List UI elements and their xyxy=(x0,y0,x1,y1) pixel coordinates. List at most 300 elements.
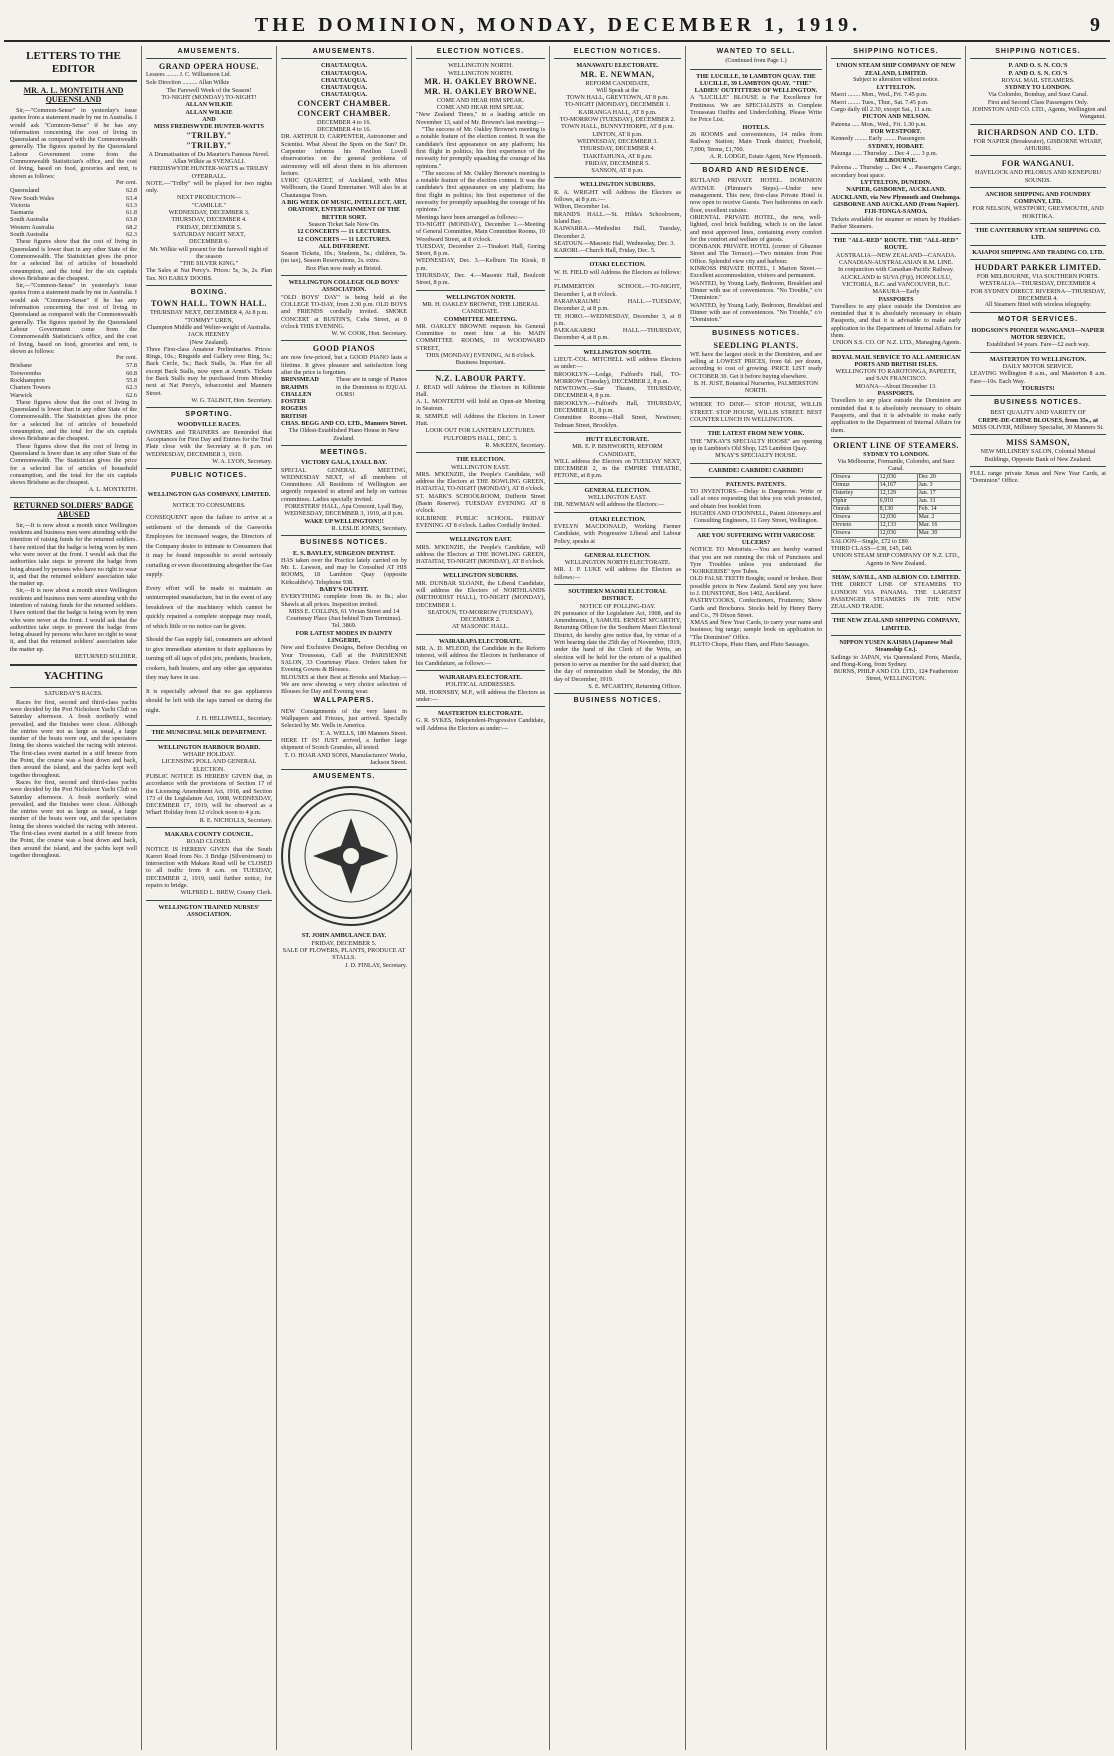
ticket-prices: Season Tickets, 10s.; Students, 5s.; children, 5s. (no tax), Season Reservations, 2s. extra. xyxy=(281,250,407,265)
chautauqua-banner: CHAUTAUQUA. CHAUTAUQUA. CHAUTAUQUA. CHAUTAUQUA. CHAUTAUQUA. xyxy=(320,62,368,99)
canadian-line: AUSTRALIA—NEW ZEALAND—CANADA. CANADIAN-AUSTRALASIAN R.M. LINE. xyxy=(835,251,957,267)
stats-table xyxy=(10,362,137,398)
baby-outfit: BABY'S OUTFIT. xyxy=(319,586,369,593)
passports-body: Travellers to any place outside the Dominion are reminded that it is absolutely necessary to obtain Passports, and that it is advisable to make early application to the Department of Internal Affairs for them. xyxy=(831,302,961,339)
public-notices-heading: PUBLIC NOTICES. xyxy=(170,472,248,480)
mckenzie-body: MRS. M'KENZIE, the People's Candidate, will address the Electors at THE BOWLING GREEN, HATAITAI, TO-NIGHT (MONDAY), AT 8 o'clock. xyxy=(416,470,545,493)
macdonald-body: EVELYN MACDONALD, Working Farmer Candidate, with Progressive Liberal and Labour Policy, speaks at xyxy=(554,522,681,545)
newman-schedule: TOWN HALL, GREYTOWN, AT 8 p.m. TO-NIGHT (MONDAY), DECEMBER 1. KAIRANGA HALL, AT 8 p.m. TO-MORROW (TUESDAY), DECEMBER 2. TOWN HALL, BUNNYTHORPE, AT 8 p.m. LINTON, AT 8 p.m. WEDNESDAY, DECEMBER 3. THURSDAY, DECEMBER 4. TIAKITAHUNA, AT 8 p.m. FRIDAY, DECEMBER 5. SANSON, AT 8 p.m. xyxy=(559,94,676,175)
table-row: Orsova 12,036 Mar. 2 xyxy=(832,513,961,521)
ambulance-date: FRIDAY, DECEMBER 5. xyxy=(311,939,377,947)
gas-notice-sub: NOTICE TO CONSUMERS. xyxy=(172,501,246,509)
boxing-date: THURSDAY NEXT, DECEMBER 4, At 8 p.m. xyxy=(149,309,269,317)
north-heading-2: WELLINGTON NORTH. xyxy=(445,293,516,301)
stat-row: Victoria 63.3 xyxy=(10,201,137,209)
gas-body: It is especially advised that no gas appliances should be left with the taps turned on during the night. xyxy=(146,687,272,714)
tourists: TOURISTS! xyxy=(1021,384,1055,392)
letter-body: These figures show that the cost of living in Queensland is lower than in any other State of the Commonwealth. The Statistician gives the price for a selected list of articles of household consumption, and the total for the six capitals shows Brisbane as the cheapest. xyxy=(10,238,137,282)
piano-tagline: The Oldest-Established Piano House in New Zealand. xyxy=(288,427,400,442)
gas-body: CONSEQUENT upon the failure to arrive at a settlement of the demands of the Gasworks Employees for increased wages, the Directors of the Company desire to intimate to Consumers that it may be found impossible to avoid seriously curtailing or even discontinuing altogether the Gas supply. xyxy=(146,514,272,579)
suburbs-heading: WELLINGTON SUBURBS. xyxy=(579,181,656,189)
royal-mail: ROYAL MAIL SERVICE TO ALL AMERICAN PORTS AND BRITISH ISLES. xyxy=(831,353,961,368)
business-important: Business Important. xyxy=(455,359,506,367)
opera-next: NEXT PRODUCTION— "CAMILLE." WEDNESDAY, DECEMBER 3. THURSDAY, DECEMBER 4. FRIDAY, DECEMBER 5. SATURDAY NIGHT NEXT, DECEMBER 6. xyxy=(168,194,250,246)
season-ticket: Season Ticket Sale Now On. xyxy=(308,220,380,228)
browne-body: "The success of Mr. Oakley Browne's meeting is a notable feature of the election contest. It was the candidate's first appearance on any platform; his first flight in politics; his first experience of the necessity for promptly squashing the courage of his opinions." xyxy=(416,126,545,170)
napier: FOR NAPIER (Breakwater), GISBORNE WHARF, AHURIRI. xyxy=(973,137,1103,152)
manawatu-heading: MANAWATU ELECTORATE. xyxy=(576,62,659,70)
general-election: GENERAL ELECTION. xyxy=(584,486,651,494)
wireless: All Steamers fitted with wireless telegraphy. xyxy=(984,302,1092,309)
southern-maori: SOUTHERN MAORI ELECTORAL DISTRICT. xyxy=(568,588,667,603)
oliver: MISS OLIVER, Millinery Specialist, 30 Manners St. xyxy=(972,423,1104,431)
table-row: Osterley 12,129 Jan. 17 xyxy=(832,489,961,497)
piano-note: These are in range of Pianos in the Dominion to EQUAL OURS! xyxy=(336,376,407,398)
lyric-quartet: LYRIC QUARTET, of Auckland, with Miss Wellbourn, the Grand Entertainer. Will also be at Chautauqua Town. xyxy=(281,177,407,199)
board-heading: BOARD AND RESIDENCE. xyxy=(702,167,810,175)
canterbury: THE CANTERBURY STEAM SHIPPING CO. LTD. xyxy=(975,227,1101,242)
yachting-body: Races for first, second and third-class yachts were decided by the Port Nicholson Yacht Club on Saturday afternoon. A fresh northerly wind prevailed, and the finishes were close. Although the entries were not as large as usual, a large number of the boats were out, and the spectators lining the shores watched the racing with interest. The first-class event started in a stiff breeze from the Point, the course was a beat down and back, then around the island, and the yachts kept well together throughout. xyxy=(10,778,137,859)
newman-speak: Will Speak at the xyxy=(596,86,639,94)
ambulance-signature: J. D. FINLAY, Secretary. xyxy=(345,961,407,969)
passports-heading-2: PASSPORTS. xyxy=(877,390,915,398)
orient-signature: UNION STEAM SHIP COMPANY OF N.Z. LTD., Agents in New Zealand. xyxy=(832,552,960,567)
east-heading-2: WELLINGTON EAST. xyxy=(449,536,512,544)
column-wanted xyxy=(686,46,826,1750)
committee-rooms: Committee Rooms—Hall Street, Newtown; Tedman Street, Brooklyn. xyxy=(554,414,681,429)
letter-body: These figures show that the cost of living in Queensland is lower than in any other State of the Commonwealth. The Statistician gives the price for a selected list of articles of household consumption, and the total for the six capitals shows Brisbane as the cheapest. xyxy=(10,398,137,443)
committee-meeting: COMMITTEE MEETING. xyxy=(444,315,517,323)
masterton-leave: LEAVING Wellington 8 a.m., and Masterton 8 a.m. Fare—10s. Each Way. xyxy=(970,370,1106,385)
anchor: ANCHOR SHIPPING AND FOUNDRY COMPANY, LTD. xyxy=(985,190,1091,206)
this-day: THIS (MONDAY) EVENING, At 8 o'clock. xyxy=(425,351,536,359)
gas-signature: J. H. HELLIWELL, Secretary. xyxy=(196,715,272,723)
wanganui: FOR WANGANUI. xyxy=(1001,159,1075,169)
ambulance-heading: ST. JOHN AMBULANCE DAY. xyxy=(301,932,387,940)
browne-meetings: Meetings have been arranged as follows:— xyxy=(416,213,524,221)
johnston-signature: JOHNSTON AND CO. LTD., Agents, Wellington and Wanganui. xyxy=(972,106,1106,121)
pianos-body: are now few-priced, but a GOOD PIANO lasts a lifetime. It gives pleasure and satisfaction long after the price is forgotten. xyxy=(281,354,407,376)
foresters-hall: FORESTERS' HALL, Apa Crescent, Lyall Bay, WEDNESDAY, DECEMBER 3, 1919, at 8 p.m. xyxy=(284,503,404,518)
stat-row: Charters Towers 62.3 xyxy=(10,384,137,392)
lyttelton-schedule: Maori ........ Mon., Wed., Fri. 7.45 p.m. Maori ........ Tues., Thur., Sat. 7.45 p.m. Cargo daily till 2.30, except Sat., 11 a.m. xyxy=(831,91,933,114)
pianos-heading: GOOD PIANOS xyxy=(312,344,376,354)
herbs-signature: T. O. HOAR AND SONS, Manufacturers' Works, Jackson Street. xyxy=(284,751,407,766)
concert-chamber: CONCERT CHAMBER. CONCERT CHAMBER. xyxy=(297,98,391,118)
lingerie-body: New and Exclusive Designs, Before Deciding on Your Trousseau, Call at the PARISIENNE SALON, 33 Courtenay Place. Orders taken for Evening Gowns & Blouses. xyxy=(281,644,407,674)
dentist-body: HAS taken over the Practice lately carried on by Mr. L. Lawson, and may be Consulted AT HIS ROOMS, 18 Lambton Quay (opposite Kirkcaldie's). Telephone 938. xyxy=(281,556,407,586)
letter-title: MR. A. L. MONTEITH AND QUEENSLAND xyxy=(23,86,124,104)
orient-via: Via Melbourne, Fremantle, Colombo, and Suez Canal. xyxy=(837,458,955,473)
stat-row: South Australia 63.8 xyxy=(10,216,137,224)
westralia: WESTRALIA—THURSDAY, DECEMBER 4. xyxy=(979,280,1097,288)
seedling-heading: SEEDLING PLANTS. xyxy=(713,340,799,350)
patents-heading: PATENTS. PATENTS. xyxy=(726,480,786,488)
college-signature: W. W. COOK, Hon. Secretary. xyxy=(331,330,407,338)
hutt-heading: HUTT ELECTORATE. xyxy=(586,435,649,443)
latest-heading: THE LATEST FROM NEW YORK. xyxy=(707,430,805,438)
gas-body: Every effort will be made to maintain an uninterrupted manufacture, but in the event of any breakdown of the machinery which cannot be quickly repaired a complete stoppage may result, of which little or no notice can be given. xyxy=(146,584,272,630)
section-heading-election: ELECTION NOTICES. xyxy=(436,48,525,55)
business-heading: BUSINESS NOTICES. xyxy=(712,330,800,338)
canadian-body: In conjunction with Canadian-Pacific Railway. xyxy=(838,266,954,274)
page-number: 9 xyxy=(1090,14,1100,36)
stats-table xyxy=(10,187,137,238)
letter-body: Sir,—"Common-Sense" in yesterday's issue quotes from a statement made by me in Australia. I would ask "Common-Sense" if he has any information concerning the cost of living in Queensland as compared with the Commonwealth generally. The figures quoted by the Queensland Labour Government come from the Commonwealth Statistician's office, and the cost of living, based on food, groceries and rent, is shown as follows: xyxy=(10,107,137,180)
browne-body: "The success of Mr. Oakley Browne's meeting is a notable feature of the election contest. It was the candidate's first appearance on any platform; his first flight in politics; his first experience of the necessity for promptly squashing the courage of his opinions." xyxy=(416,169,545,214)
section-heading-letters: LETTERS TO THE EDITOR xyxy=(26,50,121,75)
masthead xyxy=(8,14,1108,40)
hotels-heading: HOTELS. xyxy=(742,123,770,131)
browne-schedule: TO-NIGHT (MONDAY), December 1.—Meeting of General Committee, Main Committee Rooms, 10 Woodward Street, at 8 o'clock. TUESDAY, December 2.—Tinakori Hall, Goring Street, 8 p.m. WEDNESDAY, Dec. 3.—Kelburn Tin Kiosk, 8 p.m. THURSDAY, Dec. 4.—Masonic Hall, Boulcott Street, 8 p.m. xyxy=(416,220,545,287)
nyk-body: Sailings to JAPAN, via Queensland Ports, Manila, and Hong-Kong, from Sydney. xyxy=(831,653,961,668)
po-heading: P. AND O. S. N. CO.'S P. AND O. S. N. CO.'S xyxy=(1008,62,1068,77)
boxing-signature: W. G. TALBOT, Hon. Secretary. xyxy=(191,396,272,404)
ambulance-sale: SALE OF FLOWERS, PLANTS, PRODUCE AT STALLS. xyxy=(282,947,406,962)
mckay-signature: M'KAY'S SPECIALTY HOUSE. xyxy=(715,452,797,460)
hutt-sub: MR. E. P. BISHWORTH, REFORM CANDIDATE, xyxy=(572,443,663,458)
wanted-ad: WANTED, by Young Lady, Bedroom, Breakfast and Dinner with use of conveniences. "No Trouble," c/o "Dominion." xyxy=(690,279,822,302)
college-body: "OLD BOYS' DAY" is being held at the COLLEGE TO-DAY, from 2.30 p.m. OLD BOYS and FRIENDS cordially invited. SMOKE CONCERT at BUSTIN'S, Cuba Street, at 8 o'clock THIS EVENING. xyxy=(281,293,407,330)
tickets: Tickets available for steamer or return by Huddart-Parker Steamers. xyxy=(831,215,961,230)
newspaper-title: THE DOMINION, MONDAY, DECEMBER 1, 1919. xyxy=(254,14,862,36)
section-heading-amusements: AMUSEMENTS. xyxy=(177,48,241,55)
nyk: NIPPON YUSEN KAISHA (Japanese Mail Steamship Co.). xyxy=(839,639,953,654)
napier-gisborne: NAPIER, GISBORNE, AUCKLAND. xyxy=(846,186,946,194)
boxing-desc: Three First-class Amateur Preliminaries. Prices: Rings, 10s.; Ringside and Gallery over Ring, 5s.; Back Circle, 5s.; Back Stalls, 3s. Plan for all except Back Stalls, now open at Armit's. Tickets for Back Stalls may be purchased from Monday next at Nat Percy's, tobacconist and Manners Street. xyxy=(146,345,272,397)
box-plan: Box Plan now ready at Bristol. xyxy=(305,264,383,272)
inventors-body: TO INVENTORS.—Delay is Dangerous. Write or call at once requesting that idea you wish protected, and obtain free booklet from xyxy=(690,488,822,510)
stat-row: South Australia 62.3 xyxy=(10,231,137,239)
north-heading: WELLINGTON NORTH. WELLINGTON NORTH. xyxy=(448,62,513,77)
otaki-heading: OTAKI ELECTION. xyxy=(589,261,646,269)
stat-row: Brisbane 57.8 xyxy=(10,362,137,370)
opera-director: Sole Direction .......... Allan Wilkie xyxy=(146,79,230,86)
mitchell-schedule: BROOKLYN.—Lodge, Fulford's Hall, TO-MORROW (Tuesday), DECEMBER 2, 8 p.m. NEWTOWN.—Star Theatre, THURSDAY, DECEMBER 4, 8 p.m. BROOKLYN.—Fulford's Hall, THURSDAY, DECEMBER 11, 8 p.m. xyxy=(554,370,681,415)
piano-brands: BRINSMEAD BRAHMS CHALLEN FOSTER ROGERS BRITISH xyxy=(281,376,319,420)
union-sub: Subject to alteration without notice. xyxy=(853,76,939,83)
all-red-route: THE "ALL-RED" ROUTE. THE "ALL-RED" ROUTE. xyxy=(833,237,959,252)
opera-house-title: GRAND OPERA HOUSE. xyxy=(159,62,259,72)
concert-dates: DECEMBER 4 to 16. DECEMBER 4 to 16. xyxy=(317,118,371,134)
makara-signature: WILFRED L. BREW, County Clerk. xyxy=(180,889,272,897)
opera-play: "TRILBY." "TRILBY." xyxy=(186,130,232,150)
hughes-signature: HUGHES AND O'DONNELL, Patent Attorneys and Consulting Engineers, 11 Grey Street, Wellington. xyxy=(690,510,822,525)
xmas-cards: FULL range private Xmas and New Year Cards, at "Dominion" Office. xyxy=(970,469,1106,485)
letter-body: These figures show that the cost of living in Queensland is lower than in any other State of the Commonwealth. The Statistician gives the price for a selected list of articles of household consumption, and the total for the six capitals shows Brisbane as the cheapest. xyxy=(10,442,137,487)
column-amusements-2 xyxy=(277,46,411,1750)
field-body: W. H. FIELD will Address the Electors as follows:— xyxy=(554,268,681,284)
po-via: Via Colombo, Bombay, and Suez Canal. xyxy=(988,91,1088,99)
gisborne-auckland: GISBORNE AND AUCKLAND (From Napier). xyxy=(833,200,959,208)
column-amusements xyxy=(142,46,276,1750)
melbourne-schedule: Paloona ... Thursday ... Dec 4 ... Passengers Cargo; secondary boat space. xyxy=(831,164,961,179)
mitchell-body: LIEUT.-COL. MITCHELL will address Electors as under:— xyxy=(554,355,681,371)
field-schedule: PLIMMERTON SCHOOL.—TO-NIGHT, December 1, at 8 o'clock. PARAPARAUMU HALL.—TUESDAY, December 2, at 8 p.m. TE HORO.—WEDNESDAY, December 3, at 8 p.m. PAEKAKARIKI HALL.—THURSDAY, December 4, at 8 p.m. xyxy=(554,283,681,342)
sydney-hobart: SYDNEY, HOBART. xyxy=(868,142,924,150)
letter-signature: A. L. MONTEITH. xyxy=(88,486,137,494)
table-row: Orvieto 12,133 Mar. 16 xyxy=(832,521,961,529)
browne-name: MR. H. OAKLEY BROWNE. MR. H. OAKLEY BROWNE. xyxy=(424,76,537,96)
passports-body: Travellers to any place outside the Dominion are reminded that it is absolutely necessary to obtain Passports, and that it is advisable to make early application to the Department of Internal Affairs for them. xyxy=(831,397,961,434)
ambulance-seal-image xyxy=(281,786,411,926)
melbourne: MELBOURNE. xyxy=(874,157,918,165)
stat-row: Warwick 62.6 xyxy=(10,391,137,399)
north-electorate: WELLINGTON NORTH ELECTORATE. xyxy=(564,559,671,567)
hutt-body: WILL address the Electors on TUESDAY NEXT, DECEMBER 2, in the EMPIRE THEATRE, PETONE, at 8 p.m. xyxy=(554,457,681,480)
herbs-body: HERE IT IS! JUST arrived, a further large shipment of Scotch Granules, all tested. xyxy=(281,736,407,752)
gas-body: Should the Gas supply fail, consumers are advised to give immediate attention to their appliances by turning off all taps of pilot jets, pendants, brackets, cookers, bath heaters, and any other gas apparatus they may have in use. xyxy=(146,636,272,682)
section-heading-election: ELECTION NOTICES. xyxy=(573,48,662,55)
opera-tonight: TO-NIGHT (MONDAY) TO-NIGHT! xyxy=(161,94,257,102)
column-election-2 xyxy=(550,46,685,1750)
oriental-body: ORIENTAL PRIVATE HOTEL, the new, well-lighted, cool brick building, which is on the latest and most approved lines, containing every comfort for the comfort and welfare of guests. xyxy=(690,213,822,243)
orient-fares: SALOON—Single, £72 to £80. THIRD CLASS—£38, £45, £40. xyxy=(831,537,913,553)
shaw-savill: SHAW, SAVILL, AND ALBION CO. LIMITED. xyxy=(832,573,960,581)
table-row: Ormuz 14,167 Jan. 3 xyxy=(832,481,961,489)
donbank-body: DONBANK PRIVATE HOTEL (corner of Ghuznee Street and The Terrace).—Two minutes from Post Office. Splendid view city and harbour. xyxy=(690,243,822,265)
letter-body: Sir,—It is now about a month since Wellington residents and business men were attending with the intention of raising funds for the returned soldiers. I have noticed that the badge is being worn by men who were never at the front. I would ask that the authorities take steps to prevent the badge from being abused by persons who have no right to wear it, and that the returned soldiers' association take the matter up. xyxy=(10,521,137,588)
makara-heading: MAKARA COUNTY COUNCIL. xyxy=(164,831,254,838)
wright-body: R. A. WRIGHT will Address the Electors as follows, at 8 p.m.:— xyxy=(554,188,681,204)
sloane-body: MR. DUNBAR SLOANE, the Liberal Candidate, will address the Electors of NORTHLANDS (METHODIST HALL), TO-NIGHT (MONDAY), DECEMBER 1. xyxy=(416,579,545,609)
makara-sub: ROAD CLOSED. xyxy=(186,838,232,846)
yachting-subheading: SATURDAY'S RACES. xyxy=(44,691,103,698)
north-sub: MR. H. OAKLEY BROWNE, THE LIBERAL CANDIDATE. xyxy=(422,300,539,316)
east-heading: WELLINGTON EAST. xyxy=(588,494,647,502)
boxing-heading: BOXING. xyxy=(190,289,228,297)
letter-title: RETURNED SOLDIERS' BADGE ABUSED xyxy=(13,500,134,519)
browne-come: COME AND HEAR HIM SPEAK. COME AND HEAR HIM SPEAK. xyxy=(436,96,525,112)
dine-body: WHERE TO DINE— STOP HOUSE, WILLIS STREET. STOP HOUSE, WILLIS STREET. BEST COUNTER LUNCH IN WELLINGTON. xyxy=(690,401,822,424)
nz-shipping: THE NEW ZEALAND SHIPPING COMPANY, LIMITED. xyxy=(832,617,960,632)
letter-signature: RETURNED SOLDIER. xyxy=(74,653,137,661)
column-election-1 xyxy=(412,46,549,1750)
hornsby-body: MR. HORNSBY, M.P., will address the Electors as under:— xyxy=(416,688,545,703)
election-heading: THE ELECTION. xyxy=(456,456,505,464)
business-heading: BUSINESS NOTICES. xyxy=(573,697,662,705)
kaiapoi: KAIAPOI SHIPPING AND TRADING CO. LTD. xyxy=(972,248,1104,256)
rutland-body: RUTLAND PRIVATE HOTEL. DOMINION AVENUE (Plimmer's Steps).—Under new management. This new, first-class Private Hotel is now open to receive Guests. Two bathrooms on each floor, excellent cuisine. xyxy=(690,177,822,214)
samson: MISS SAMSON, xyxy=(1006,438,1070,448)
stat-row: Queensland 62.8 xyxy=(10,187,137,195)
carbide: CARBIDE! CARBIDE! CARBIDE! xyxy=(708,466,804,474)
college-heading: WELLINGTON COLLEGE OLD BOYS' ASSOCIATION. xyxy=(288,279,400,294)
polling-notice: NOTICE OF POLLING-DAY. xyxy=(579,602,656,610)
po-classes: First and Second Class Passengers Only. xyxy=(987,98,1089,106)
havelock: HAVELOCK AND PELORUS AND KENEPURU SOUNDS. xyxy=(974,169,1102,184)
kinross-body: KINROSS PRIVATE HOTEL, 1 Marion Street.—Excellent accommodation, visitors and permanent. xyxy=(690,265,822,280)
crepe: CREPE-DE-CHINE BLOUSES, from 35s., at xyxy=(977,416,1099,424)
hodgson-body: Established 14 years. Fare—£2 each way. xyxy=(986,341,1090,349)
lantern-lectures: LOOK OUT FOR LANTERN LECTURES. FULFORD'S HALL, DEC. 3. xyxy=(425,427,536,442)
wallpapers-heading: WALLPAPERS. xyxy=(313,697,375,705)
letter-body: Sir,—"Common-Sense" in yesterday's issue quotes from a statement made by me in Australia. I would ask "Common-Sense" if he has any information concerning the cost of living in Queensland as compared with the Commonwealth generally. The figures quoted by the Queensland Labour Government come from the Commonwealth Statistician's office, and the cost of living, based on food, groceries and rent, is shown as follows: xyxy=(10,282,137,355)
dentist-heading: E. S. BAYLEY, SURGEON DENTIST. xyxy=(293,549,395,557)
harbour-signature: R. E. NICHOLLS, Secretary. xyxy=(199,816,272,824)
opera-cast: Allan Wilkie as SVENGALI. FREDISWYDE HUNTER-WATTS as TRILBY O'FERRALL. xyxy=(149,157,269,180)
races-body: OWNERS and TRAINERS are Reminded that Acceptances for First Day and Entries for the Trial Plate close with the Secretary at 8 p.m. on WEDNESDAY, DECEMBER 3, 1919. xyxy=(146,428,272,458)
column-shipping-1 xyxy=(827,46,965,1750)
orient-route: SYDNEY TO LONDON. xyxy=(863,450,929,458)
boxing-names: "TOMMY" UREN, Champion Middle and Welter-weight of Australia. JACK HEENEY (New Zealand). xyxy=(146,316,272,346)
stat-row: Western Australia 68.2 xyxy=(10,223,137,231)
sydney-schedule: Maunga ...... Thursday ... Dec 4 ...... 3 p.m. xyxy=(831,149,938,157)
concert-counts: 12 CONCERTS — 11 LECTURES. 12 CONCERTS — 11 LECTURES. ALL DIFFERENT. xyxy=(297,228,391,250)
shipping-heading: SHIPPING NOTICES. xyxy=(995,48,1081,55)
victory-body: SPECIAL GENERAL MEETING, WEDNESDAY NEXT, of all members of Committees: All Residents of Wellington are urgently requested to attend and help on various committees. Ladies specially invited. xyxy=(281,466,407,503)
sporting-heading: SPORTING. xyxy=(185,411,233,419)
opera-prices: The Sales at Nat Percy's. Prices: 5s, 3s, 2s. Plan Tax. NO EARLY DOORS. xyxy=(146,267,272,282)
opera-farewell: The Farewell Week of the Season! xyxy=(166,86,252,94)
mckenzie-body: MRS. M'KENZIE, the People's Candidate, will address the Electors at THE BOWLING GREEN, HATAITAI, TO-NIGHT (MONDAY), AT 8 o'clock. xyxy=(416,543,545,566)
stat-row: New South Wales 63.4 xyxy=(10,194,137,202)
collins: MISS E. COLLINS, 61 Vivian Street and 14 Courtenay Place (Just behind Tram Terminus). Tel. 3869. xyxy=(286,607,402,630)
harbour-sub: WHARF HOLIDAY. xyxy=(182,751,236,759)
nurses-heading: WELLINGTON TRAINED NURSES' ASSOCIATION. xyxy=(158,903,260,918)
piano-firm: CHAS. BEGG AND CO. LTD., Manners Street. xyxy=(281,420,407,428)
opera-lessee: Lessees ........ J. C. Williamson Ltd. xyxy=(146,72,231,79)
business-heading: BUSINESS NOTICES. xyxy=(994,399,1082,407)
business-heading: BUSINESS NOTICES. xyxy=(300,539,388,547)
moana: MOANA—About December 13. xyxy=(855,382,937,390)
wake-up-signature: R. LESLIE JONES, Secretary. xyxy=(331,524,407,532)
fiji: FIJI-TONGA-SAMOA. xyxy=(864,208,928,216)
otaki-heading-2: OTAKI ELECTION. xyxy=(589,515,646,523)
opera-final: Mr. Wilkie will present for the farewell night of the season "THE SILVER KING." xyxy=(149,245,269,268)
xmas-cards: XMAS and New Year Cards, to carry your name and business; big range; sample book on application to "The Dominion" Office. xyxy=(690,619,822,641)
orient-fleet-table xyxy=(831,473,961,538)
stat-row: Tasmania 61.8 xyxy=(10,209,137,217)
wanted-sub: (Continued from Page 1.) xyxy=(725,58,787,65)
big-week: A BIG WEEK OF MUSIC, INTELLECT, ART, ORATORY, ENTERTAINMENT OF THE BETTER SORT. xyxy=(281,199,407,221)
labour-party: N.Z. LABOUR PARTY. xyxy=(435,373,526,383)
hodgson: HODGSON'S PIONEER WANGANUI—NAPIER MOTOR SERVICE. xyxy=(971,326,1105,342)
wallpapers-body: NEW Consignments of the very latest in Wallpapers and Friezes, just arrived. Specially Selected by Mr. Wells in America. xyxy=(281,707,407,730)
victory-gala: VICTORY GALA, LYALL BAY. xyxy=(300,459,388,467)
stats-header: Per cent. xyxy=(116,179,137,186)
general-election-2: GENERAL ELECTION. xyxy=(584,551,651,559)
table-row: Orsova 12,036 Dec 20 xyxy=(832,473,961,481)
letter-body: Sir,—It is now about a month since Wellington residents and business men were attending with the intention of raising funds for the returned soldiers. I have noticed that the badge is being worn by men who were never at the front. I would ask that the authorities take steps to prevent the badge from being abused by persons who have no right to wear it, and that the returned soldiers' association take the matter up. xyxy=(10,587,137,653)
false-teeth: OLD FALSE TEETH Bought; sound or broken. Best possible prices in New Zealand. Send any you have to J. DUNSTONE, Box 1402, Auckland. xyxy=(690,575,822,597)
riverina: FOR SYDNEY DIRECT. RIVERINA—THURSDAY, DECEMBER 4. xyxy=(970,287,1106,302)
masterton-heading: MASTERTON ELECTORATE. xyxy=(437,710,524,718)
wallpapers-signature: T. A. WELLS, 180 Manners Street. xyxy=(319,729,407,737)
mcleod-body: MR. A. D. M'LEOD, the Candidate in the Reform interest, will address the Electors in furtherance of his Candidature, as follows:— xyxy=(416,645,545,667)
opera-note: NOTE.—"Trilby" will be played for two nights only. xyxy=(146,179,272,195)
union-signature: UNION S.S. CO. OF N.Z. LTD., Managing Agents. xyxy=(832,339,961,347)
royal-route: WELLINGTON TO RAROTONGA, PAPEETE, and SAN FRANCISCO. xyxy=(835,368,957,383)
lyttelton: LYTTELTON. xyxy=(876,84,916,92)
passports-heading: PASSPORTS xyxy=(878,295,914,303)
sykes-body: G. R. SYKES, Independent-Progressive Candidate, will Address the Electors as under:— xyxy=(416,717,545,732)
richardson: RICHARDSON AND CO. LTD. xyxy=(977,127,1099,137)
stats-header: Per cent. xyxy=(116,355,137,362)
westport-schedule: Kennedy ........ Early ........ Passengers xyxy=(831,135,925,143)
lucille-body: A "LUCILLE" BLOUSE is Far Excellence for Prettiness. We are SPECIALISTS in Complete Trousseau Outfits and Underclothing. Please Write for Price List. xyxy=(690,94,822,124)
nyk-signature: BURNS, PHILP AND CO. LTD., 124 Featherston Street, WELLINGTON. xyxy=(833,668,959,683)
column-letters xyxy=(6,46,141,1750)
stat-row: Toowoomba 60.8 xyxy=(10,369,137,377)
rooms-body: 26 ROOMS and conveniences, 14 miles from Railway Station; Main Trunk district; Freehold, 7,000; Terms, £1,700. xyxy=(690,130,822,153)
newman-sub: REFORM CANDIDATE, xyxy=(585,79,650,87)
wanted-heading: WANTED TO SELL. xyxy=(716,48,796,55)
lyttelton-dunedin: LYTTELTON, DUNEDIN. xyxy=(860,179,932,187)
harbour-body: PUBLIC NOTICE IS HEREBY GIVEN that, in accordance with the provisions of Section 17 of the Licensing Amendment Act, 1918, and Section 173 of the Legislature Act, 1908, WEDNESDAY, DECEMBER 17, 1919, will be observed as a Wharf Holiday from 12 o'clock noon to 4 p.m. xyxy=(146,772,272,817)
union-heading: UNION STEAM SHIP COMPANY OF NEW ZEALAND, LIMITED. xyxy=(836,62,956,77)
lodge-signature: A. R. LODGE, Estate Agent, New Plymouth. xyxy=(709,152,822,160)
masterton: MASTERTON TO WELLINGTON. xyxy=(989,355,1087,363)
carpenter-lecture: DR. ARTHUR D. CARPENTER, Astronomer and Scientist. What About the Spots on the Sun? Dr. Carpenter informs his Pavilion Lovell observatories on the general problems of astronomy will tell about them in his afternoon lecture. xyxy=(281,133,407,177)
quality: BEST QUALITY AND VARIETY OF xyxy=(990,409,1086,417)
milk-dept-heading: THE MUNICIPAL MILK DEPARTMENT. xyxy=(151,729,267,737)
westport: FOR WESTPORT. xyxy=(870,127,922,135)
labour-signature: R. McKEEN, Secretary. xyxy=(485,441,545,449)
masterton-body: DAILY MOTOR SERVICE. xyxy=(1002,362,1074,370)
shipping-heading: SHIPPING NOTICES. xyxy=(853,48,939,55)
wanted-ad: WANTED, by Young Lady, Bedroom, Breakfast and Dinner with use of conveniences. "No Trouble," c/o "Dominion." xyxy=(690,301,822,324)
gas-company-heading: WELLINGTON GAS COMPANY, LIMITED. xyxy=(147,490,271,498)
kilbirnie: KILBIRNIE PUBLIC SCHOOL. FRIDAY EVENING AT 8 o'clock. Ladies Cordially Invited. xyxy=(416,514,545,529)
political-addresses: POLITICAL ADDRESSES. xyxy=(445,681,516,689)
opera-names: ALLAN WILKIE ALLAN WILKIE AND MISS FREDISWYDE HUNTER-WATTS xyxy=(154,101,264,131)
suva-route: AUCKLAND to SUVA (Fiji), HONOLULU, VICTORIA, B.C. and VANCOUVER, B.C. xyxy=(840,273,952,288)
east-heading: WELLINGTON EAST. xyxy=(451,463,510,471)
seatoun: SEATOUN, TO-MORROW (TUESDAY), DECEMBER 2. xyxy=(427,608,534,624)
polling-body: IN pursuance of the Legislature Act, 1908, and its Amendments, I, SAMUEL ERNEST M'CARTHY, Returning Officer for the Southern Maori Electoral District, do hereby give notice that, by virtue of a Writ bearing date the 25th day of November, 1919, under the hand of the Clerk of the Writs, an election will be held for the return of a qualified person to serve as member for the said district; that the day of nomination shall be Monday, the 8th day of December, 1919. xyxy=(554,609,681,683)
seedling-signature: B. H. JUST, Botanical Nurseries, PALMERSTON NORTH. xyxy=(693,379,819,395)
meetings-heading: MEETINGS. xyxy=(320,448,368,456)
auckland: AUCKLAND, via New Plymouth and Onehunga. xyxy=(831,193,961,201)
boxing-place: TOWN HALL. TOWN HALL. xyxy=(150,299,268,309)
makura: MAKURA—Early xyxy=(872,288,920,296)
po-route: SYDNEY TO LONDON. xyxy=(1005,84,1071,92)
polling-signature: S. E. M'CARTHY, Returning Officer. xyxy=(588,682,681,690)
huddart-body: FOR MELBOURNE, VIA SOUTHERN PORTS. xyxy=(976,272,1100,280)
wake-up: WAKE UP WELLINGTON!!! xyxy=(304,517,384,525)
anchor-body: FOR NELSON, WESTPORT, GREYMOUTH, AND HOKITIKA. xyxy=(972,205,1104,220)
newman-name: MR. E. NEWMAN, xyxy=(580,69,655,79)
shaw-body: THE DIRECT LINE OF STEAMERS TO LONDON VIA PANAMA. THE LARGEST PASSENGER STEAMERS IN THE NEW ZEALAND TRADE. xyxy=(831,581,961,611)
ulcers-heading: ARE YOU SUFFERING WITH VARICOSE ULCERS? xyxy=(697,531,815,546)
luke-body: MR. J. P. LUKE will address the Electors as follows:— xyxy=(554,566,681,581)
suburbs-heading: WELLINGTON SUBURBS. xyxy=(442,572,519,580)
table-row: Omrah 8,130 Feb. 14 xyxy=(832,505,961,513)
harbour-sub2: LICENSING POLL AND GENERAL ELECTION. xyxy=(161,758,257,773)
table-row: Orsova 12,036 Mar. 30 xyxy=(832,529,961,537)
baby-body: EVERYTHING complete from 8s. to 8s.; also Shawls at all prices. Inspection invited. xyxy=(281,593,407,608)
section-heading-amusements: AMUSEMENTS. xyxy=(312,48,376,55)
seedling-body: WE have the largest stock in the Dominion, and are selling at LOWEST PRICES, from 6d. per dozen, according to cost of growing. PRICE LIST ready OCTOBER 30. Get it before buying elsewhere. xyxy=(690,350,822,380)
wright-schedule: Wilton, December 1st. BRAND'S HALL.—St. Hilda's Schoolroom, Island Bay. KAIWARRA.—Methodist Hall, Tuesday, December 2. SEATOUN.—Masonic Hall, Wednesday, Dec. 3. KARORI.—Church Hall, Friday, Dec. 5. xyxy=(554,203,681,255)
mckay-body: THE "M'KAY'S SPECIALTY HOOSE" are opening up in Lambton's Old Shop, 125 Lambton Quay. xyxy=(690,437,822,452)
harbour-heading: WELLINGTON HARBOUR BOARD. xyxy=(157,743,261,751)
blouses: BLOUSES at their Best at Brooks and Mackay.—We are now showing a very choice selection of Blouses for Day and Evening wear. xyxy=(281,673,407,696)
lingerie-heading: FOR LATEST MODES IN DAINTY LINGERIE, xyxy=(295,629,393,645)
column-shipping-2 xyxy=(966,46,1110,1750)
ambulance-cross-icon xyxy=(283,788,411,924)
browne-requests: MR. OAKLEY BROWNE requests his General Committee to meet him at his MAIN COMMITTEE ROOMS, 10 WOODWARD STREET, xyxy=(416,322,545,352)
masthead-rule xyxy=(4,40,1110,42)
newman-body: DR. NEWMAN will address the Electors:— xyxy=(554,501,665,509)
lucille-heading: THE LUCILLE, 30 LAMBTON QUAY. THE LUCILLE, 39 LAMBTON QUAY. "THE" LADIES' OUTFITTERS OF WELLINGTON. xyxy=(694,72,818,95)
stat-row: Rockhampton 55.8 xyxy=(10,376,137,384)
amusements-heading-2: AMUSEMENTS. xyxy=(312,773,376,781)
yachting-body: Races for first, second and third-class yachts were decided by the Port Nicholson Yacht Club on Saturday afternoon. A fresh northerly wind prevailed, and the finishes were close. Although the entries were not as large as usual, a large number of the boats were out, and the spectators lining the shores watched the racing with interest. The first-class event started in a stiff breeze from the Point, the course was a beat down and back, then around the island, and the yachts kept well together throughout. xyxy=(10,698,137,779)
schoolroom: ST. MARK'S SCHOOLROOM, Dufferin Street (Basin Reserve). TUESDAY EVENING AT 8 o'clock. xyxy=(416,492,545,515)
section-heading-yachting: YACHTING xyxy=(43,670,104,683)
